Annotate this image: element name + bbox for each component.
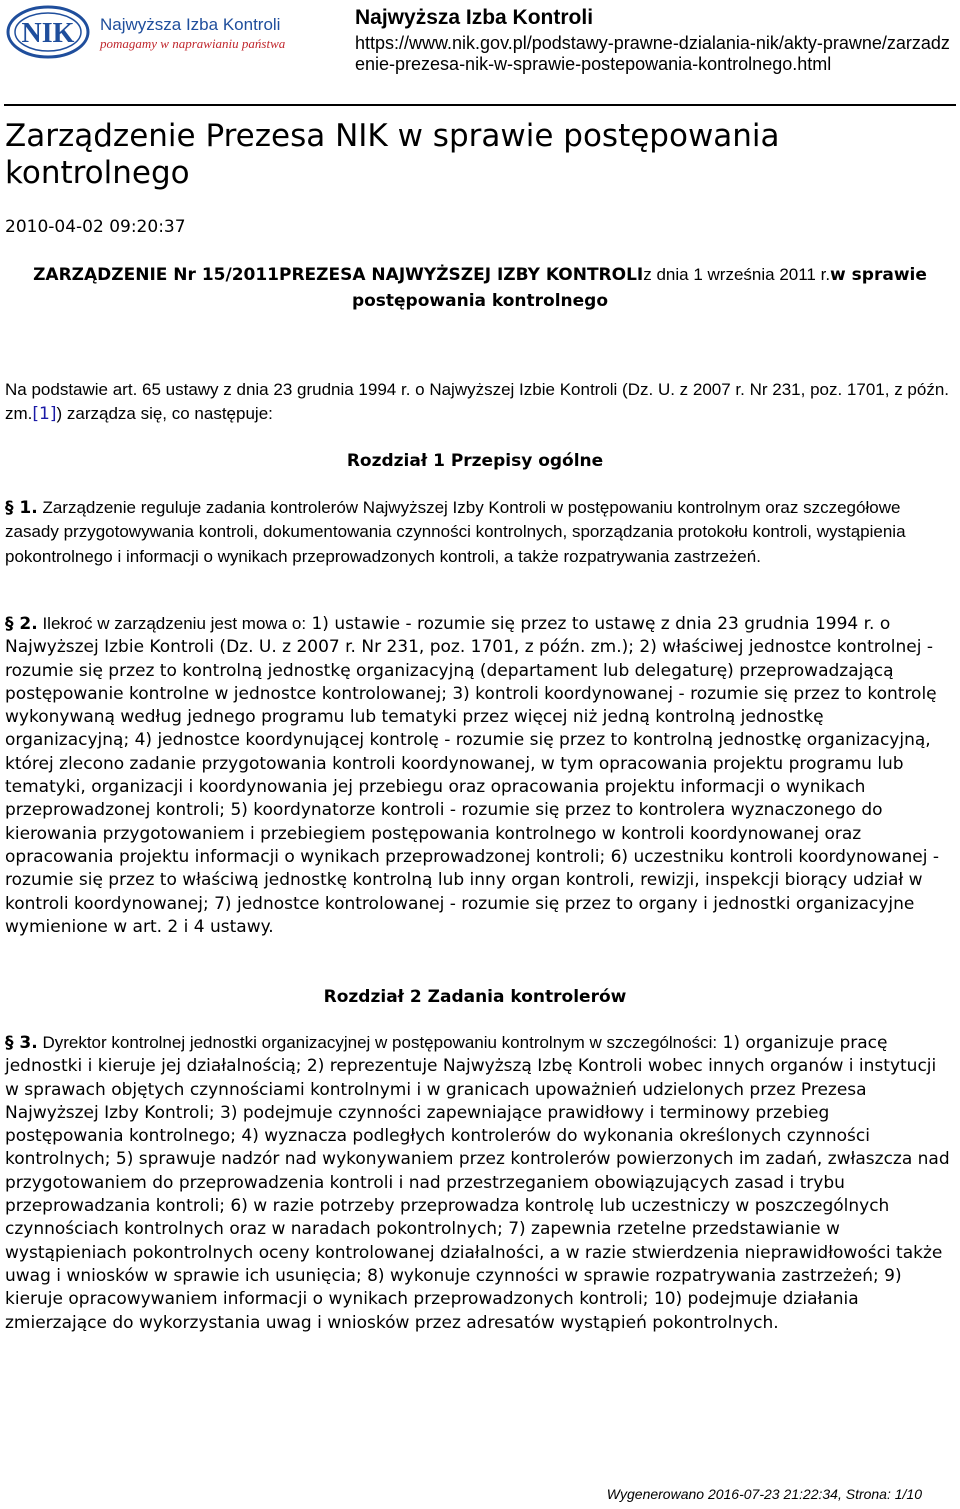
page-title: Zarządzenie Prezesa NIK w sprawie postępowania kontrolnego	[5, 118, 780, 191]
section-3	[5, 1031, 953, 1335]
section-2-lead: Ilekroć w zarządzeniu jest mowa o:	[37, 614, 307, 633]
nik-logo[interactable]	[4, 4, 304, 60]
section-1-text: Zarządzenie reguluje zadania kontrolerów Najwyższej Izby Kontroli w postępowaniu kontrolnym oraz szczegółowe zasady przygotowywania kontroli, dokumentowania czynności kontrolnych, sporządzania protokołu kontroli, wystąpienia pokontrolnego i informacji o wynikach przeprowadzonych kontroli, a także rozpatrywania zastrzeżeń.	[5, 498, 906, 566]
logo-abbr: NIK	[21, 18, 75, 49]
intro-text-end: ) zarządza się, co następuje:	[56, 404, 273, 424]
logo-tagline: pomagamy w naprawianiu państwa	[100, 36, 286, 51]
section-1-label: § 1.	[5, 498, 38, 518]
source-url[interactable]: https://www.nik.gov.pl/podstawy-prawne-dzialania-nik/akty-prawne/zarzadzenie-prezesa-nik-w-sprawie-postepowania-kontrolnego.html	[355, 33, 950, 74]
section-2-text: 1) ustawie - rozumie się przez to ustawę z dnia 23 grudnia 1994 r. o Najwyższej Izbie Kontroli (Dz. U. z 2007 r. Nr 231, poz. 1701, z późn. zm.); 2) właściwej jednostce kontrolnej - rozumie się przez to kontrolną jednostkę organizacyjną (departament lub delegaturę) przeprowadzającą postępowanie kontrolne w jednostce kontrolowanej; 3) kontroli koordynowanej - rozumie się przez to kontrolę wykonywaną według jednego programu lub tematyki przez więcej niż jedną kontrolną jednostkę organizacyjną; 4) jednostce koordynującej kontrolę - rozumie się przez to kontrolną jednostkę organizacyjną, której zlecono zadanie przygotowania kontroli koordynowanej, w tym opracowania projektu programu lub tematyki, organizacji i koordynowania jej przebiegu oraz opracowania projektu informacji o wynikach przeprowadzonej kontroli; 5) koordynatorze kontroli - rozumie się przez to kontrolera wyznaczonego do kierowania przygotowaniem i przebiegiem postępowania kontrolnego w kontroli koordynowanej oraz opracowania projektu informacji o wynikach przeprowadzonej kontroli; 6) uczestniku kontroli koordynowanej - rozumie się przez to właściwą jednostkę kontrolną lub inny organ kontroli, rewizji, inspekcji biorący udział w kontroli koordynowanej; 7) jednostce kontrolowanej - rozumie się przez to organy i jednostki organizacyjne wymienione w art. 2 i 4 ustawy.	[5, 614, 940, 937]
section-2	[5, 612, 953, 939]
header-divider	[4, 104, 956, 106]
site-name: Najwyższa Izba Kontroli	[355, 6, 594, 29]
publish-timestamp: 2010-04-02 09:20:37	[5, 217, 186, 237]
section-3-label: § 3.	[5, 1033, 38, 1053]
section-1	[5, 496, 953, 569]
nik-logo-emblem	[4, 4, 304, 60]
section-3-lead: Dyrektor kontrolnej jednostki organizacyjnej w postępowaniu kontrolnym w szczególności:	[37, 1033, 718, 1052]
intro-paragraph	[5, 378, 953, 427]
logo-title: Najwyższa Izba Kontroli	[100, 15, 281, 34]
document-heading-subject: w sprawie postępowania kontrolnego	[351, 265, 927, 311]
document-heading	[20, 262, 940, 314]
section-3-text: 1) organizuje pracę jednostki i kieruje jej działalnością; 2) reprezentuje Najwyższą Izbę Kontroli wobec innych organów i instytucji w sprawach objętych czynnościami kontrolnymi i w granicach upoważnień udzielonych przez Prezesa Najwyższej Izby Kontroli; 3) podejmuje czynności zapewniające prawidłowy i terminowy przebieg postępowania kontrolnego; 4) wyznacza podległych kontrolerów do wykonania określonych czynności kontrolnych; 5) sprawuje nadzór nad wykonywaniem przez kontrolerów powierzonych im zadań, zwłaszcza nad przygotowaniem do przeprowadzenia kontroli i nad przestrzeganiem obowiązujących zasad i trybu przeprowadzania kontroli; 6) w razie potrzeby przeprowadza kontrolę lub uczestniczy w poszczególnych czynnościach kontrolnych oraz w naradach pokontrolnych; 7) zapewnia rzetelne przedstawianie w wystąpieniach pokontrolnych oceny kontrolowanej działalności, a w razie stwierdzenia nieprawidłowości także uwag i wniosków w sprawie ich usunięcia; 8) wykonuje czynności w sprawie rozpatrywania zastrzeżeń; 9) kieruje opracowywaniem informacji o wynikach przeprowadzonych kontroli; 10) podejmuje działania zmierzające do wykorzystania uwag i wniosków przez adresatów wystąpień pokontrolnych.	[5, 1033, 950, 1333]
document-heading-number: ZARZĄDZENIE Nr 15/2011PREZESA NAJWYŻSZEJ IZBY KONTROLI	[33, 265, 644, 285]
section-2-label: § 2.	[5, 614, 38, 634]
footnote-link[interactable]: [1]	[32, 404, 57, 425]
page-footer: Wygenerowano 2016-07-23 21:22:34, Strona: 1/10	[606, 1486, 922, 1502]
document-heading-date: z dnia 1 września 2011 r.	[643, 265, 831, 284]
intro-text: Na podstawie art. 65 ustawy z dnia 23 grudnia 1994 r. o Najwyższej Izbie Kontroli (Dz. U. z 2007 r. Nr 231, poz. 1701, z późn. zm.	[5, 380, 949, 424]
chapter-1-heading: Rozdział 1 Przepisy ogólne	[346, 451, 604, 471]
chapter-2-heading: Rozdział 2 Zadania kontrolerów	[323, 987, 627, 1007]
